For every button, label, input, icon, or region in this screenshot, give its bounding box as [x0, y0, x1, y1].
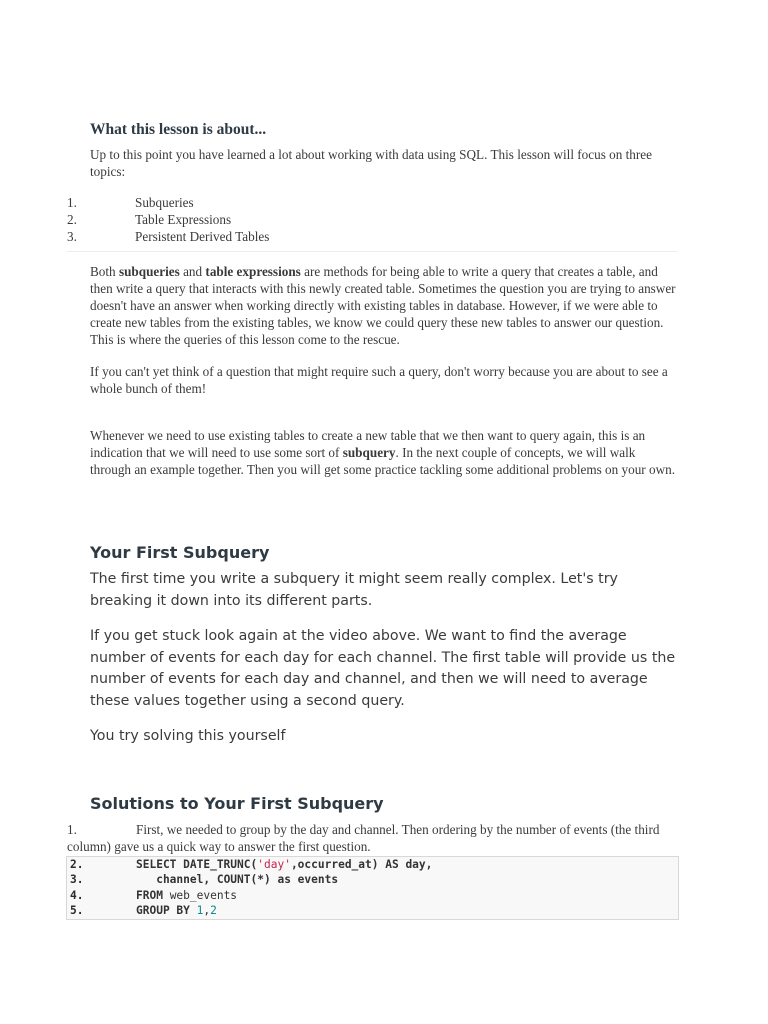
code-line — [67, 888, 678, 903]
line-number: 4. — [70, 888, 84, 902]
code-line — [67, 903, 678, 918]
lesson-heading: What this lesson is about... — [90, 121, 267, 138]
solution-step-text: First, we needed to group by the day and channel. Then ordering by the number of events (the third column) gave us a quick way to answer the first question. — [67, 822, 660, 854]
first-subquery-task: If you get stuck look again at the video above. We want to find the average number of events for each day for each channel. The first table will provide us the number of events for each day and channel, and then we will need to average these values together using a second query. — [90, 628, 676, 709]
topic-label: Persistent Derived Tables — [135, 229, 270, 244]
code-number: 1 — [196, 903, 204, 917]
line-number: 3. — [70, 873, 84, 887]
code-string: 'day' — [257, 858, 291, 871]
list-number: 3. — [67, 229, 77, 244]
list-item — [67, 211, 678, 228]
code-text: ,occurred_at) AS day, — [290, 858, 433, 871]
term-subquery: subquery — [342, 445, 396, 460]
text-segment: are methods for being able to write a query that creates a table, and then write a query that interacts with this newly created table. Sometimes the question you are trying to answer doesn't have an answer when working directly with existing tables in database. However, if we were able to create new tables from the existing tables, we know we could query these new tables to answer our question. This is where the queries of this lesson come to the rescue. — [90, 264, 676, 347]
code-text: as events — [270, 873, 339, 887]
term-table-expressions: table expressions — [205, 264, 301, 279]
code-text: , — [203, 903, 211, 917]
try-yourself-prompt: You try solving this yourself — [90, 728, 286, 744]
topic-label: Table Expressions — [135, 212, 232, 227]
list-number: 2. — [67, 212, 77, 227]
subqueries-explanation — [90, 263, 678, 348]
line-number: 5. — [70, 903, 84, 917]
line-number: 2. — [70, 858, 84, 871]
code-text: channel, — [136, 873, 217, 887]
solutions-title: Solutions to Your First Subquery — [90, 794, 384, 813]
code-keyword: GROUP BY — [136, 903, 197, 917]
text-segment: and — [179, 264, 206, 279]
code-text: web_events — [162, 888, 238, 902]
list-number: 1. — [67, 822, 77, 837]
code-keyword: SELECT DATE_TRUNC( — [136, 858, 258, 871]
intro-paragraph: Up to this point you have learned a lot about working with data using SQL. This lesson will focus on three topics: — [90, 147, 652, 179]
code-line — [67, 857, 678, 872]
topic-label: Subqueries — [135, 195, 194, 210]
subquery-indication-paragraph — [90, 427, 678, 478]
code-block[interactable] — [66, 856, 679, 920]
term-subqueries: subqueries — [118, 264, 180, 279]
list-number: 1. — [67, 195, 77, 210]
first-subquery-title: Your First Subquery — [90, 543, 270, 562]
code-keyword: FROM — [136, 888, 163, 902]
topics-list — [67, 194, 678, 252]
list-item — [67, 228, 678, 245]
text-segment: . In the next couple of concepts, we will walk through an example together. Then you will get some practice tackling some additional problems on your own. — [90, 445, 675, 477]
text-segment: Both — [90, 264, 119, 279]
solution-step — [67, 821, 678, 855]
code-number: 2 — [210, 903, 217, 917]
code-line — [67, 872, 678, 887]
text-segment: Whenever we need to use existing tables to create a new table that we then want to query again, this is an indication that we will need to use some sort of — [90, 428, 646, 460]
code-keyword: COUNT(*) — [216, 873, 271, 887]
first-subquery-intro: The first time you write a subquery it might seem really complex. Let's try breaking it down into its different parts. — [90, 571, 618, 609]
list-item — [67, 194, 678, 211]
reassurance-paragraph: If you can't yet think of a question that might require such a query, don't worry because you are about to see a whole bunch of them! — [90, 364, 668, 396]
